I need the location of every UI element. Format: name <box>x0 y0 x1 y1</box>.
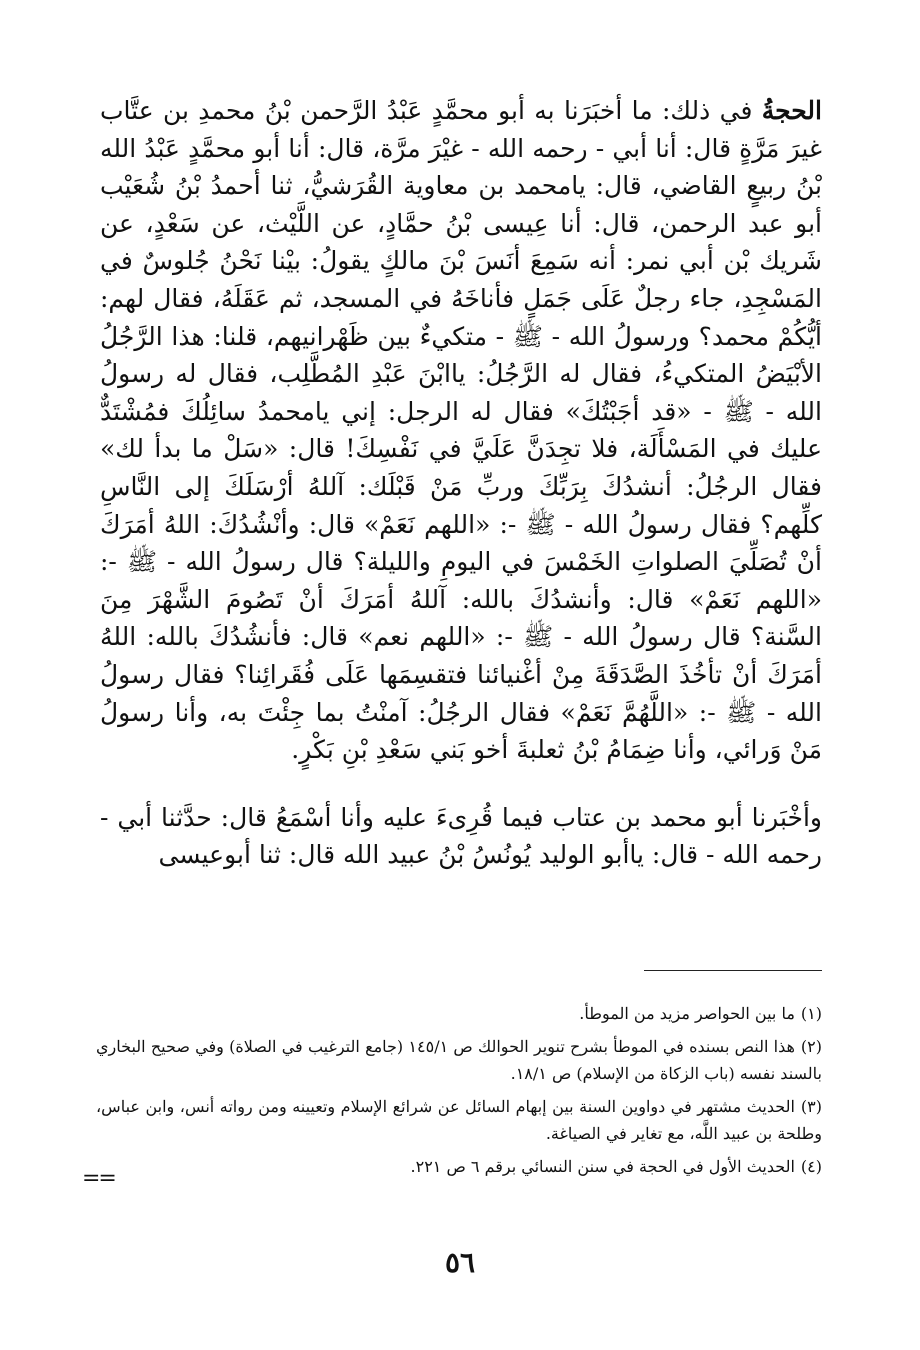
footnote-text: الحديث الأول في الحجة في سنن النسائي برقم ٦ ص ٢٢١. <box>410 1157 795 1176</box>
footnote-text: الحديث مشتهر في دواوين السنة بين إبهام السائل عن شرائع الإسلام وتعيينه ومن رواته أنس، وابن عباس، وطلحة بن عبيد اللَّه، مع تغاير في الصياغة. <box>96 1097 822 1143</box>
footnote-text: هذا النص بسنده في الموطأ بشرح تنوير الحوالك ص ١٤٥/١ (جامع الترغيب في الصلاة) وفي صحيح البخاري بالسند نفسه (باب الزكاة من الإسلام) ص ١٨/١. <box>96 1037 822 1083</box>
footnote-number: (٣) <box>800 1097 822 1116</box>
footnote-4 <box>96 1153 822 1180</box>
footnote-1 <box>96 1000 822 1027</box>
main-text <box>100 92 822 874</box>
paragraph-2: وأخْبَرنا أبو محمد بن عتاب فيما قُرِىءَ عليه وأنا أسْمَعُ قال: حدَّثنا أبي - رحمه الله - قال: ياأبو الوليد يُونُسُ بْنُ عبيد الله قال: ثنا أبوعيسى <box>100 802 822 870</box>
footnote-number: (٤) <box>800 1157 822 1176</box>
paragraph-1 <box>100 92 822 769</box>
footnote-separator <box>644 970 822 971</box>
footnote-2 <box>96 1033 822 1087</box>
footnote-number: (٢) <box>800 1037 823 1056</box>
page-number: ٥٦ <box>444 1246 476 1279</box>
footnote-text: ما بين الحواصر مزيد من الموطأ. <box>579 1004 795 1023</box>
footnotes <box>96 1000 822 1186</box>
footnote-3 <box>96 1093 822 1147</box>
footnote-number: (١) <box>800 1004 822 1023</box>
paragraph-lead-word: الحجةُ <box>761 96 822 125</box>
margin-mark: == <box>82 1166 115 1191</box>
paragraph-1-text: في ذلك: ما أخبَرَنا به أبو محمَّدٍ عَبْدُ الرَّحمن بْنُ محمدِ بن عتَّاب غيرَ مَرَّةٍ قال: أنا أبي - رحمه الله - غيْرَ مرَّة، قال: أنا أبو محمَّدٍ عَبْدُ الله بْنُ ربيعٍ القاضي، قال: يامحمد بن معاوية القُرَشيُّ، ثنا أحمدُ بْنُ شُعَيْب أبو عبد الرحمن، قال: أنا عِيسى بْنُ حمَّادٍ، عن اللَّيْث، عن سَعْدٍ، عن شَريك بْن أبي نمر: أنه سَمِعَ أنَسَ بْنَ مالكٍ يقولُ: بيْنا نَحْنُ جُلوسٌ في المَسْجِدِ، جاء رجلٌ عَلَى جَمَلٍ فأناخَهُ في المسجد، ثم عَقَلَهُ، فقال لهم: أيُّكُمْ محمد؟ ورسولُ الله - ﷺ - متكيءٌ بين ظَهْرانيهم، قلنا: هذا الرَّجُلُ الأبْيَضُ المتكيءُ، فقال له الرَّجُلُ: ياابْنَ عَبْدِ المُطَّلِب، فقال له رسولُ الله - ﷺ - «قد أجَبْتُكَ» فقال له الرجل: إني يامحمدُ سائِلُكَ فمُشْتَدٌّ عليك في المَسْأَلَة، فلا تجِدَنَّ عَلَيَّ في نَفْسِكَ! قال: «سَلْ ما بدأ لك» فقال الرجُلُ: أنشدُكَ بِرَبِّكَ وربِّ مَنْ قَبْلَك: آللهُ أرْسَلَكَ إلى النَّاسِ كلِّهم؟ فقال رسولُ الله - ﷺ -: «اللهم نَعَمْ» قال: وأنْشُدُكَ: اللهُ أمَرَكَ أنْ تُصَلِّيَ الصلواتِ الخَمْسَ في اليومِ والليلة؟ قال رسولُ الله - ﷺ -: «اللهم نَعَمْ» قال: وأنشدُكَ بالله: آللهُ أمَرَكَ أنْ تَصُومَ الشَّهْرَ مِنَ السَّنة؟ قال رسولُ الله - ﷺ -: «اللهم نعم» قال: فأنشُدُكَ بالله: اللهُ أمَرَكَ أنْ تأخُذَ الصَّدَقَةَ مِنْ أغْنيائنا فتقسِمَها عَلَى فُقَرائِنا؟ فقال رسولُ الله - ﷺ -: «اللَّهُمَّ نَعَمْ» فقال الرجُلُ: آمنْتُ بما جِئْتَ به، وأنا رسولُ مَنْ وَرائي، وأنا ضِمَامُ بْنُ ثعلبةَ أخو بَني سَعْدِ بْنِ بَكْرٍ. <box>100 96 822 765</box>
